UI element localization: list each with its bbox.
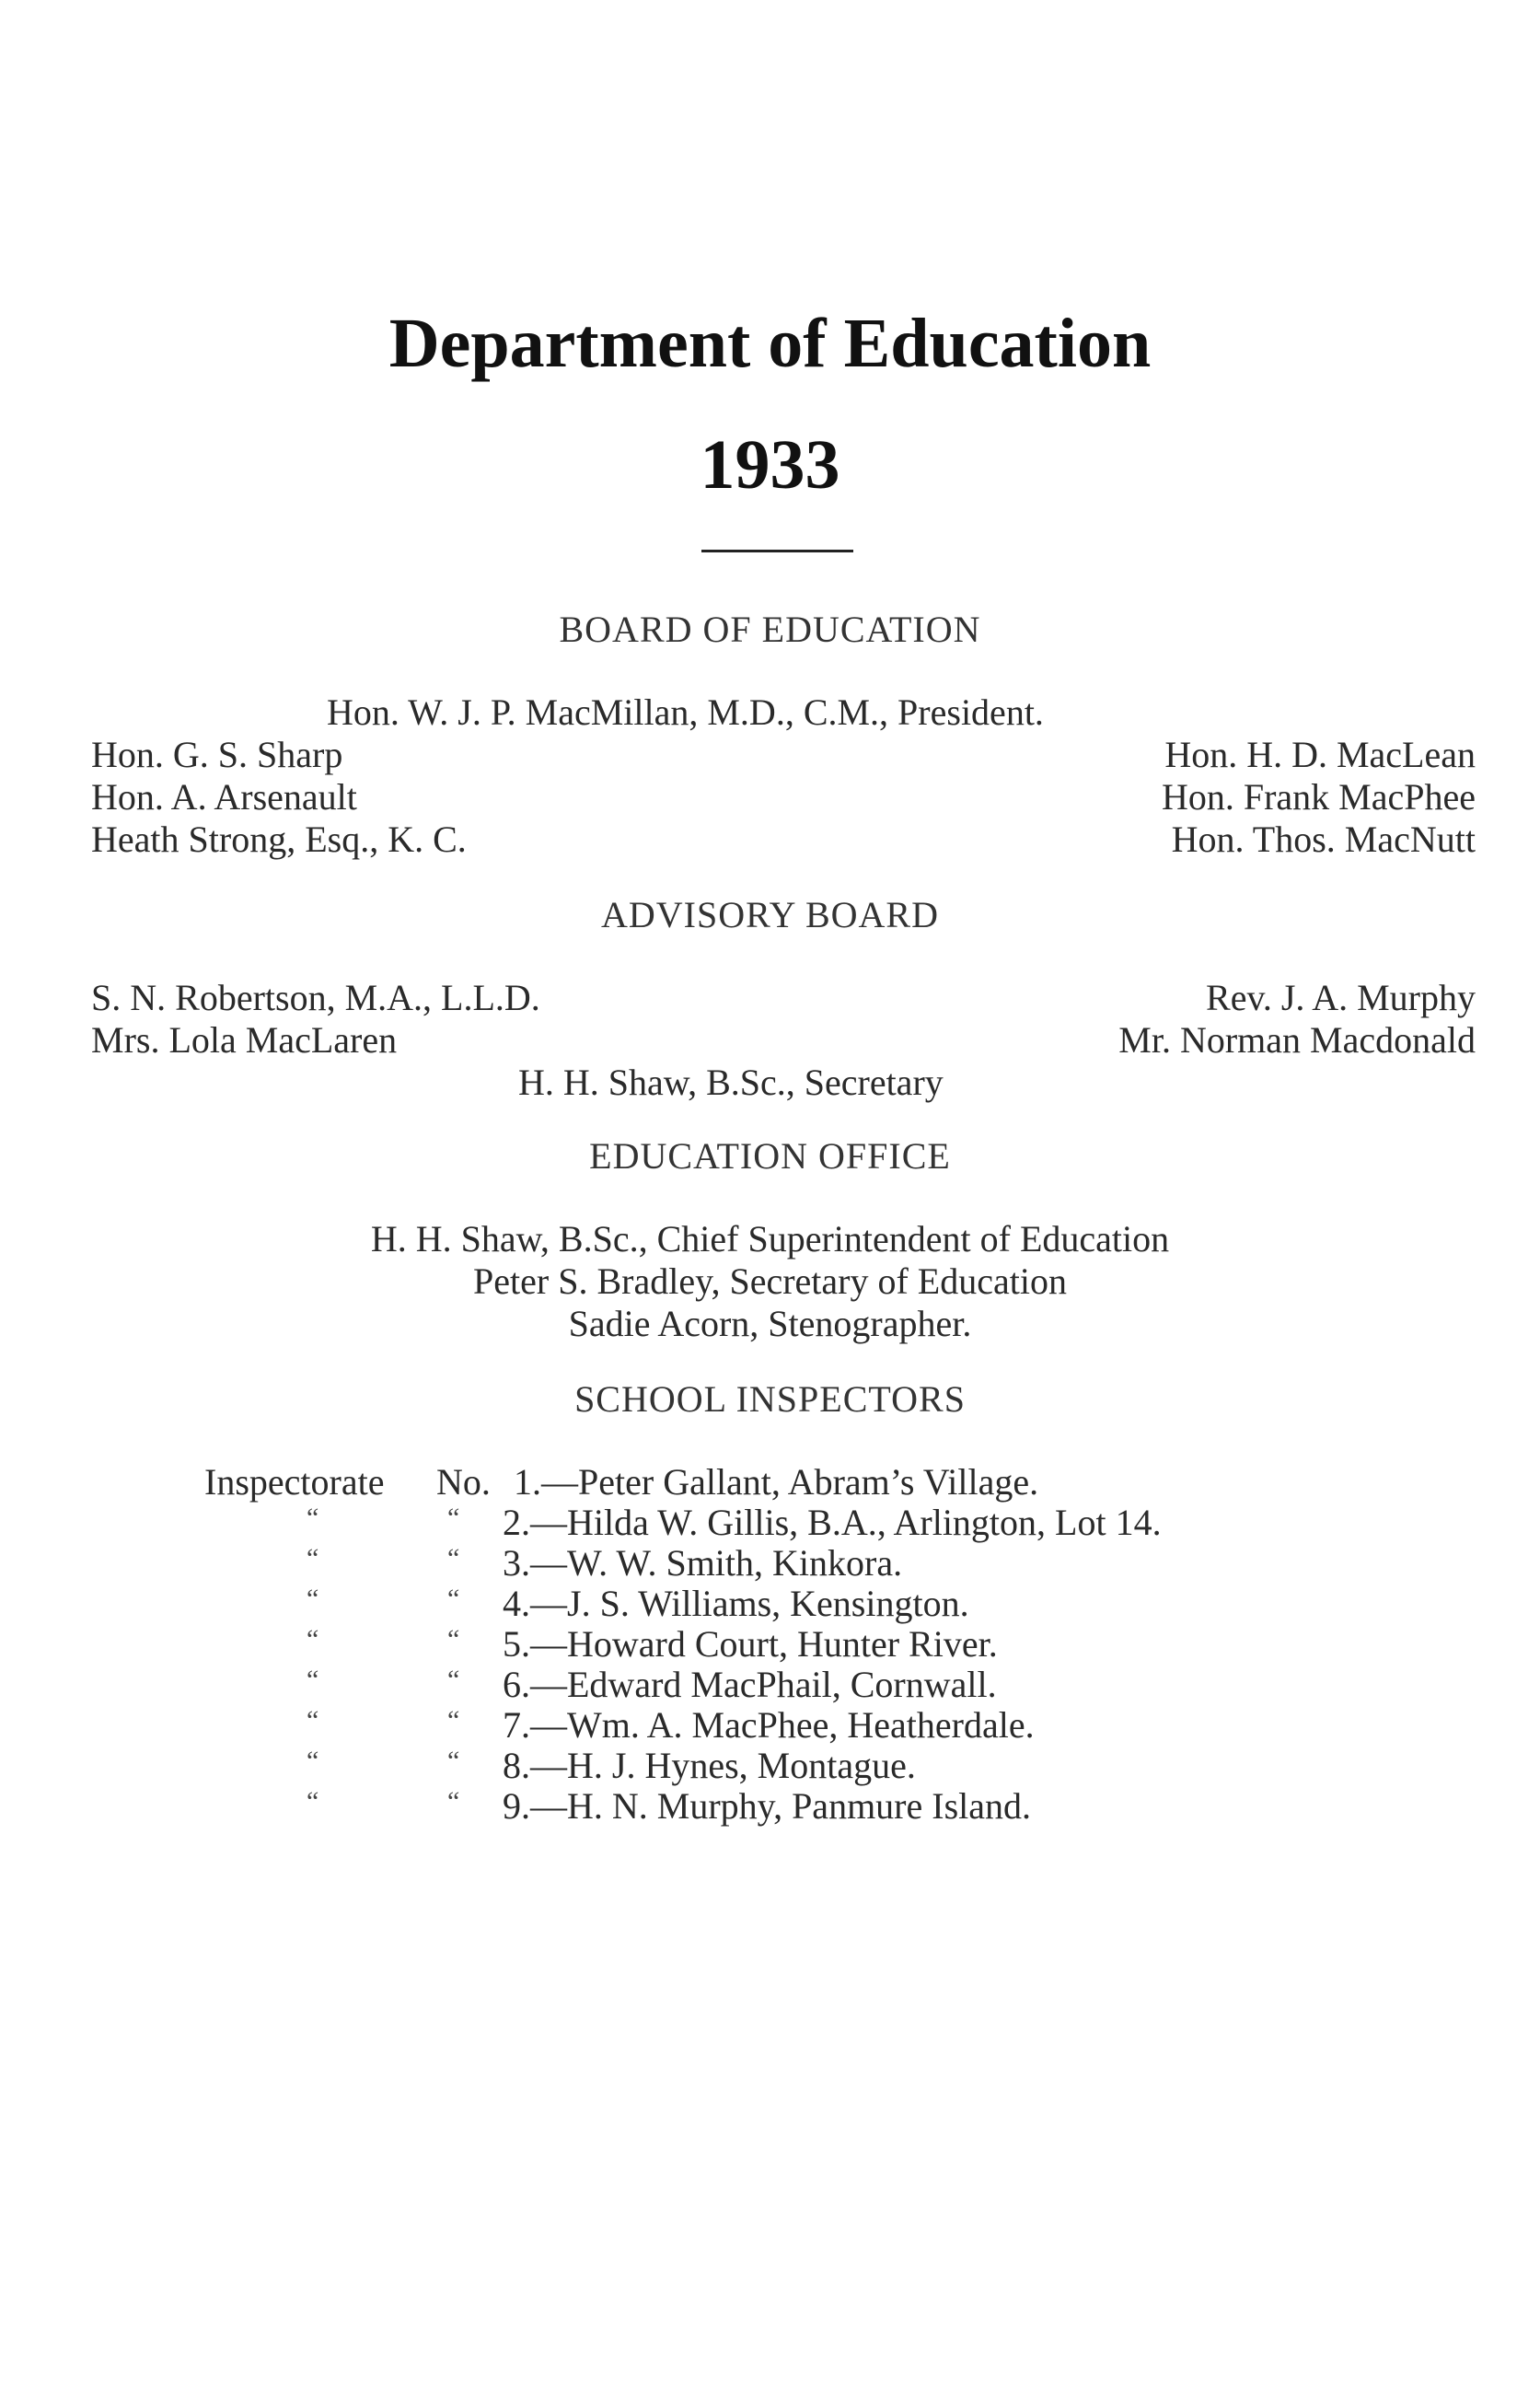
board-member-right: Hon. Frank MacPhee bbox=[1161, 776, 1476, 818]
ditto-mark: “ bbox=[447, 1665, 460, 1695]
ditto-mark: “ bbox=[447, 1503, 460, 1533]
board-member-left: Heath Strong, Esq., K. C. bbox=[91, 818, 467, 860]
ditto-mark: “ bbox=[307, 1705, 319, 1736]
office-line: Peter S. Bradley, Secretary of Education bbox=[473, 1260, 1067, 1302]
ditto-mark: “ bbox=[307, 1543, 319, 1573]
ditto-mark: “ bbox=[307, 1584, 319, 1614]
title-divider bbox=[701, 550, 853, 552]
inspector-entry: 3.—W. W. Smith, Kinkora. bbox=[503, 1542, 903, 1584]
inspector-entry: 2.—Hilda W. Gillis, B.A., Arlington, Lot 14. bbox=[503, 1502, 1162, 1543]
office-heading: EDUCATION OFFICE bbox=[589, 1135, 951, 1177]
advisory-secretary: H. H. Shaw, B.Sc., Secretary bbox=[518, 1062, 944, 1103]
inspector-entry: 6.—Edward MacPhail, Cornwall. bbox=[503, 1664, 997, 1705]
board-member-left: Hon. A. Arsenault bbox=[91, 776, 357, 818]
inspector-entry: 4.—J. S. Williams, Kensington. bbox=[503, 1583, 969, 1624]
advisory-member-left: S. N. Robertson, M.A., L.L.D. bbox=[91, 977, 540, 1018]
board-president: Hon. W. J. P. MacMillan, M.D., C.M., President. bbox=[327, 691, 1044, 733]
ditto-mark: “ bbox=[447, 1786, 460, 1817]
advisory-member-right: Rev. J. A. Murphy bbox=[1206, 977, 1476, 1018]
ditto-mark: “ bbox=[447, 1746, 460, 1776]
ditto-mark: “ bbox=[447, 1624, 460, 1654]
ditto-mark: “ bbox=[447, 1584, 460, 1614]
inspector-entry: 5.—Howard Court, Hunter River. bbox=[503, 1623, 998, 1665]
ditto-mark: “ bbox=[307, 1746, 319, 1776]
board-heading: BOARD OF EDUCATION bbox=[559, 609, 981, 650]
inspector-entry: 8.—H. J. Hynes, Montague. bbox=[503, 1745, 916, 1786]
ditto-mark: “ bbox=[307, 1786, 319, 1817]
page-title: Department of Education bbox=[388, 305, 1152, 382]
advisory-heading: ADVISORY BOARD bbox=[600, 894, 939, 935]
ditto-mark: “ bbox=[307, 1503, 319, 1533]
inspectors-heading: SCHOOL INSPECTORS bbox=[574, 1378, 966, 1420]
advisory-member-right: Mr. Norman Macdonald bbox=[1118, 1019, 1476, 1061]
ditto-mark: “ bbox=[307, 1665, 319, 1695]
board-member-right: Hon. H. D. MacLean bbox=[1164, 734, 1476, 775]
office-line: H. H. Shaw, B.Sc., Chief Superintendent of Education bbox=[370, 1218, 1170, 1260]
inspector-entry: 1.—Peter Gallant, Abram’s Village. bbox=[514, 1461, 1039, 1503]
ditto-mark: “ bbox=[447, 1705, 460, 1736]
ditto-mark: “ bbox=[307, 1624, 319, 1654]
inspector-entry: 9.—H. N. Murphy, Panmure Island. bbox=[503, 1785, 1032, 1827]
ditto-mark: “ bbox=[447, 1543, 460, 1573]
inspectorate-label: Inspectorate bbox=[204, 1461, 385, 1503]
inspectorate-no-label: No. bbox=[436, 1461, 491, 1503]
advisory-member-left: Mrs. Lola MacLaren bbox=[91, 1019, 398, 1061]
page-year: 1933 bbox=[700, 426, 840, 504]
inspector-entry: 7.—Wm. A. MacPhee, Heatherdale. bbox=[503, 1704, 1035, 1746]
board-member-left: Hon. G. S. Sharp bbox=[91, 734, 343, 775]
board-member-right: Hon. Thos. MacNutt bbox=[1171, 818, 1476, 860]
office-line: Sadie Acorn, Stenographer. bbox=[568, 1303, 972, 1344]
